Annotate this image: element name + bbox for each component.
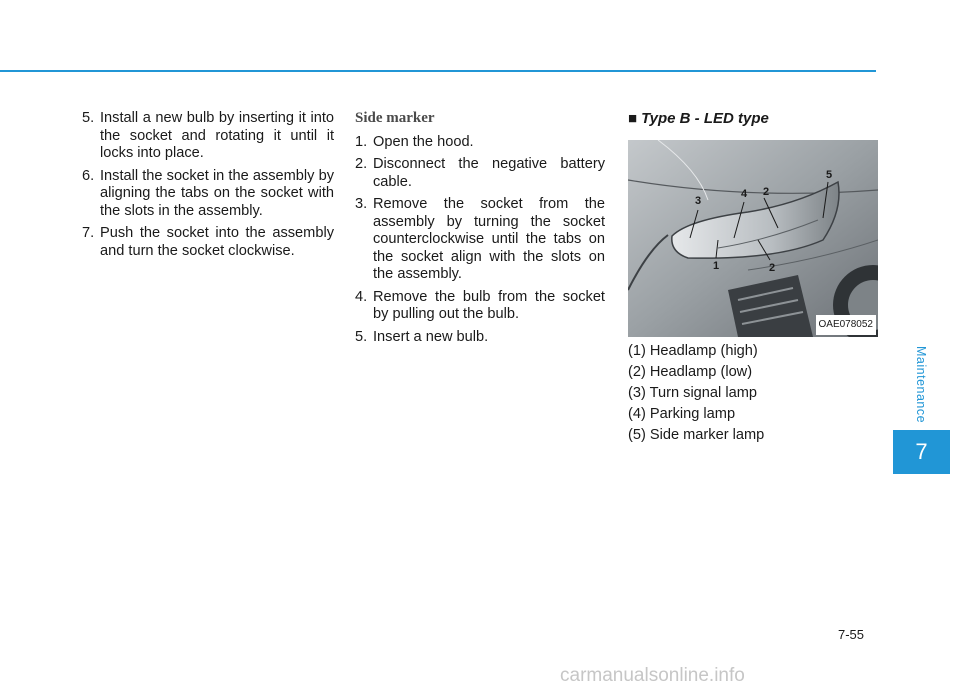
chapter-tab: 7 <box>893 430 950 474</box>
headlamp-illustration <box>628 140 878 337</box>
step-item: 5. Insert a new bulb. <box>355 328 489 345</box>
column-3 <box>628 110 878 448</box>
section-title: Side marker <box>355 110 435 126</box>
type-title: ■ Type B - LED type <box>628 110 769 127</box>
step-item: 6. Install the socket in the assembly by aligning the tabs on the socket with the slots in the assembly. <box>82 167 334 219</box>
callout-label: 1 <box>712 259 720 272</box>
legend-item: (2) Headlamp (low) <box>628 363 753 380</box>
step-item: 2. Disconnect the negative battery cable. <box>355 156 605 190</box>
side-marker-steps <box>355 134 605 347</box>
callout-label: 4 <box>740 187 748 200</box>
column-1 <box>82 110 334 265</box>
headlamp-figure <box>628 140 878 337</box>
header-rule <box>0 70 876 72</box>
square-bullet-icon: ■ <box>628 110 638 127</box>
legend-item: (3) Turn signal lamp <box>628 384 757 401</box>
step-item: 4. Remove the bulb from the socket by pulling out the bulb. <box>355 288 605 322</box>
step-item: 5. Install a new bulb by inserting it into the socket and rotating it until it locks into place. <box>82 110 334 161</box>
figure-code: OAE078052 <box>816 315 877 335</box>
step-item: 1. Open the hood. <box>355 133 474 150</box>
callout-label: 2 <box>762 185 770 198</box>
column-2 <box>355 110 605 351</box>
legend-item: (4) Parking lamp <box>628 405 736 422</box>
step-item: 3. Remove the socket from the assembly by turning the socket counterclockwise until the tabs on the socket align with the slots on the assembly. <box>355 196 605 282</box>
callout-label: 5 <box>825 168 833 181</box>
watermark: carmanualsonline.info <box>560 665 745 686</box>
callout-label: 3 <box>694 194 702 207</box>
figure-legend <box>628 343 878 445</box>
legend-item: (5) Side marker lamp <box>628 426 765 443</box>
step-item: 7. Push the socket into the assembly and turn the socket clockwise. <box>82 225 334 259</box>
chapter-label: Maintenance <box>914 346 928 424</box>
callout-label: 2 <box>768 261 776 274</box>
legend-item: (1) Headlamp (high) <box>628 342 758 359</box>
page-number: 7-55 <box>838 627 865 642</box>
bulb-install-steps <box>82 110 334 260</box>
